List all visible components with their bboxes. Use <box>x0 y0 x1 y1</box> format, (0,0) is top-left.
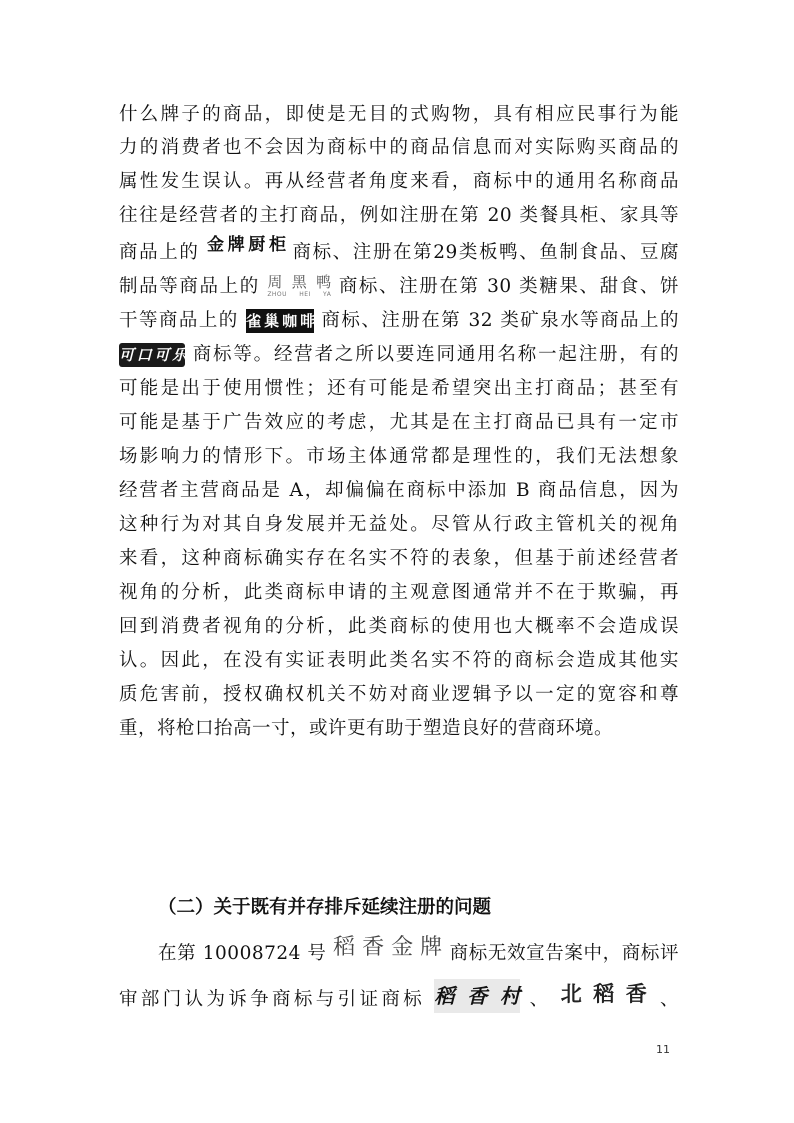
text-line: 可能是出于使用惯性；还有可能是希望突出主打商品；甚至有 <box>119 378 679 399</box>
text-line: 场影响力的情形下。市场主体通常都是理性的，我们无法想象 <box>119 446 679 467</box>
text-line: 重，将枪口抬高一寸，或许更有助于塑造良好的营商环境。 <box>119 718 614 739</box>
kekou-kele-logo: 可口可乐 <box>119 343 185 367</box>
queshao-kafei-logo: 雀巢咖啡 <box>246 309 314 333</box>
zhouheiya-logo-text: 周黑鸭 <box>267 273 332 291</box>
text-fragment: 商标、注册在第 30 类糖果、甜食、饼 <box>338 276 679 297</box>
zhouheiya-logo-subtext: ZHOU HEI YA <box>267 291 332 298</box>
text-line: 经营者主营商品是 A，却偏偏在商标中添加 B 商品信息，因为 <box>119 480 679 501</box>
text-fragment: 商标等。经营者之所以要连同通用名称一起注册，有的 <box>192 344 679 365</box>
daoxiangcun-logo: 稻香村 <box>434 979 520 1013</box>
text-fragment: 、 <box>529 989 552 1010</box>
text-line: 回到消费者视角的分析，此类商标的使用也大概率不会造成误 <box>119 616 679 637</box>
text-line: 可能是基于广告效应的考虑，尤其是在主打商品已具有一定市 <box>119 412 679 433</box>
text-line: 往往是经营者的主打商品，例如注册在第 20 类餐具柜、家具等 <box>119 205 679 226</box>
jinpai-chugui-logo: 金牌厨柜 <box>206 235 285 255</box>
text-line <box>119 237 679 269</box>
daoxiang-jinpai-logo: 稻香金牌 <box>333 935 444 960</box>
text-line: 视角的分析，此类商标申请的主观意图通常并不在于欺骗，再 <box>119 582 679 603</box>
text-fragment: 审部门认为诉争商标与引证商标 <box>119 989 426 1010</box>
text-fragment: 、 <box>659 989 679 1010</box>
text-fragment: 干等商品上的 <box>119 310 239 331</box>
text-fragment: 商品上的 <box>119 242 200 263</box>
text-line: 什么牌子的商品，即使是无目的式购物，具有相应民事行为能 <box>119 104 679 125</box>
text-line: 属性发生误认。再从经营者角度来看，商标中的通用名称商品 <box>119 171 679 192</box>
section-heading: （二）关于既有并存排斥延续注册的问题 <box>158 897 492 918</box>
text-line <box>158 935 679 970</box>
text-fragment: 商标、注册在第 32 类矿泉水等商品上的 <box>321 310 679 331</box>
text-line: 质危害前，授权确权机关不妨对商业逻辑予以一定的宽容和尊 <box>119 684 679 705</box>
text-line: 来看，这种商标确实存在名实不符的表象，但基于前述经营者 <box>119 548 679 569</box>
zhouheiya-logo <box>267 274 331 300</box>
page-number: 11 <box>656 1043 670 1056</box>
text-line: 力的消费者也不会因为商标中的商品信息而对实际购买商品的 <box>119 137 679 158</box>
text-line <box>119 983 679 1015</box>
text-fragment: 商标、注册在第29类板鸭、鱼制食品、豆腐 <box>292 242 679 263</box>
text-fragment: 制品等商品上的 <box>119 276 260 297</box>
text-fragment: 商标无效宣告案中，商标评 <box>449 943 679 964</box>
text-line <box>119 271 679 303</box>
text-line <box>119 339 679 371</box>
bei-daoxiang-logo: 北稻香 <box>560 982 651 1006</box>
text-line <box>119 305 679 337</box>
text-line: 这种行为对其自身发展并无益处。尽管从行政主管机关的视角 <box>119 514 679 535</box>
text-line: 认。因此，在没有实证表明此类名实不符的商标会造成其他实 <box>119 650 679 671</box>
text-fragment: 在第 10008724 号 <box>158 943 327 964</box>
